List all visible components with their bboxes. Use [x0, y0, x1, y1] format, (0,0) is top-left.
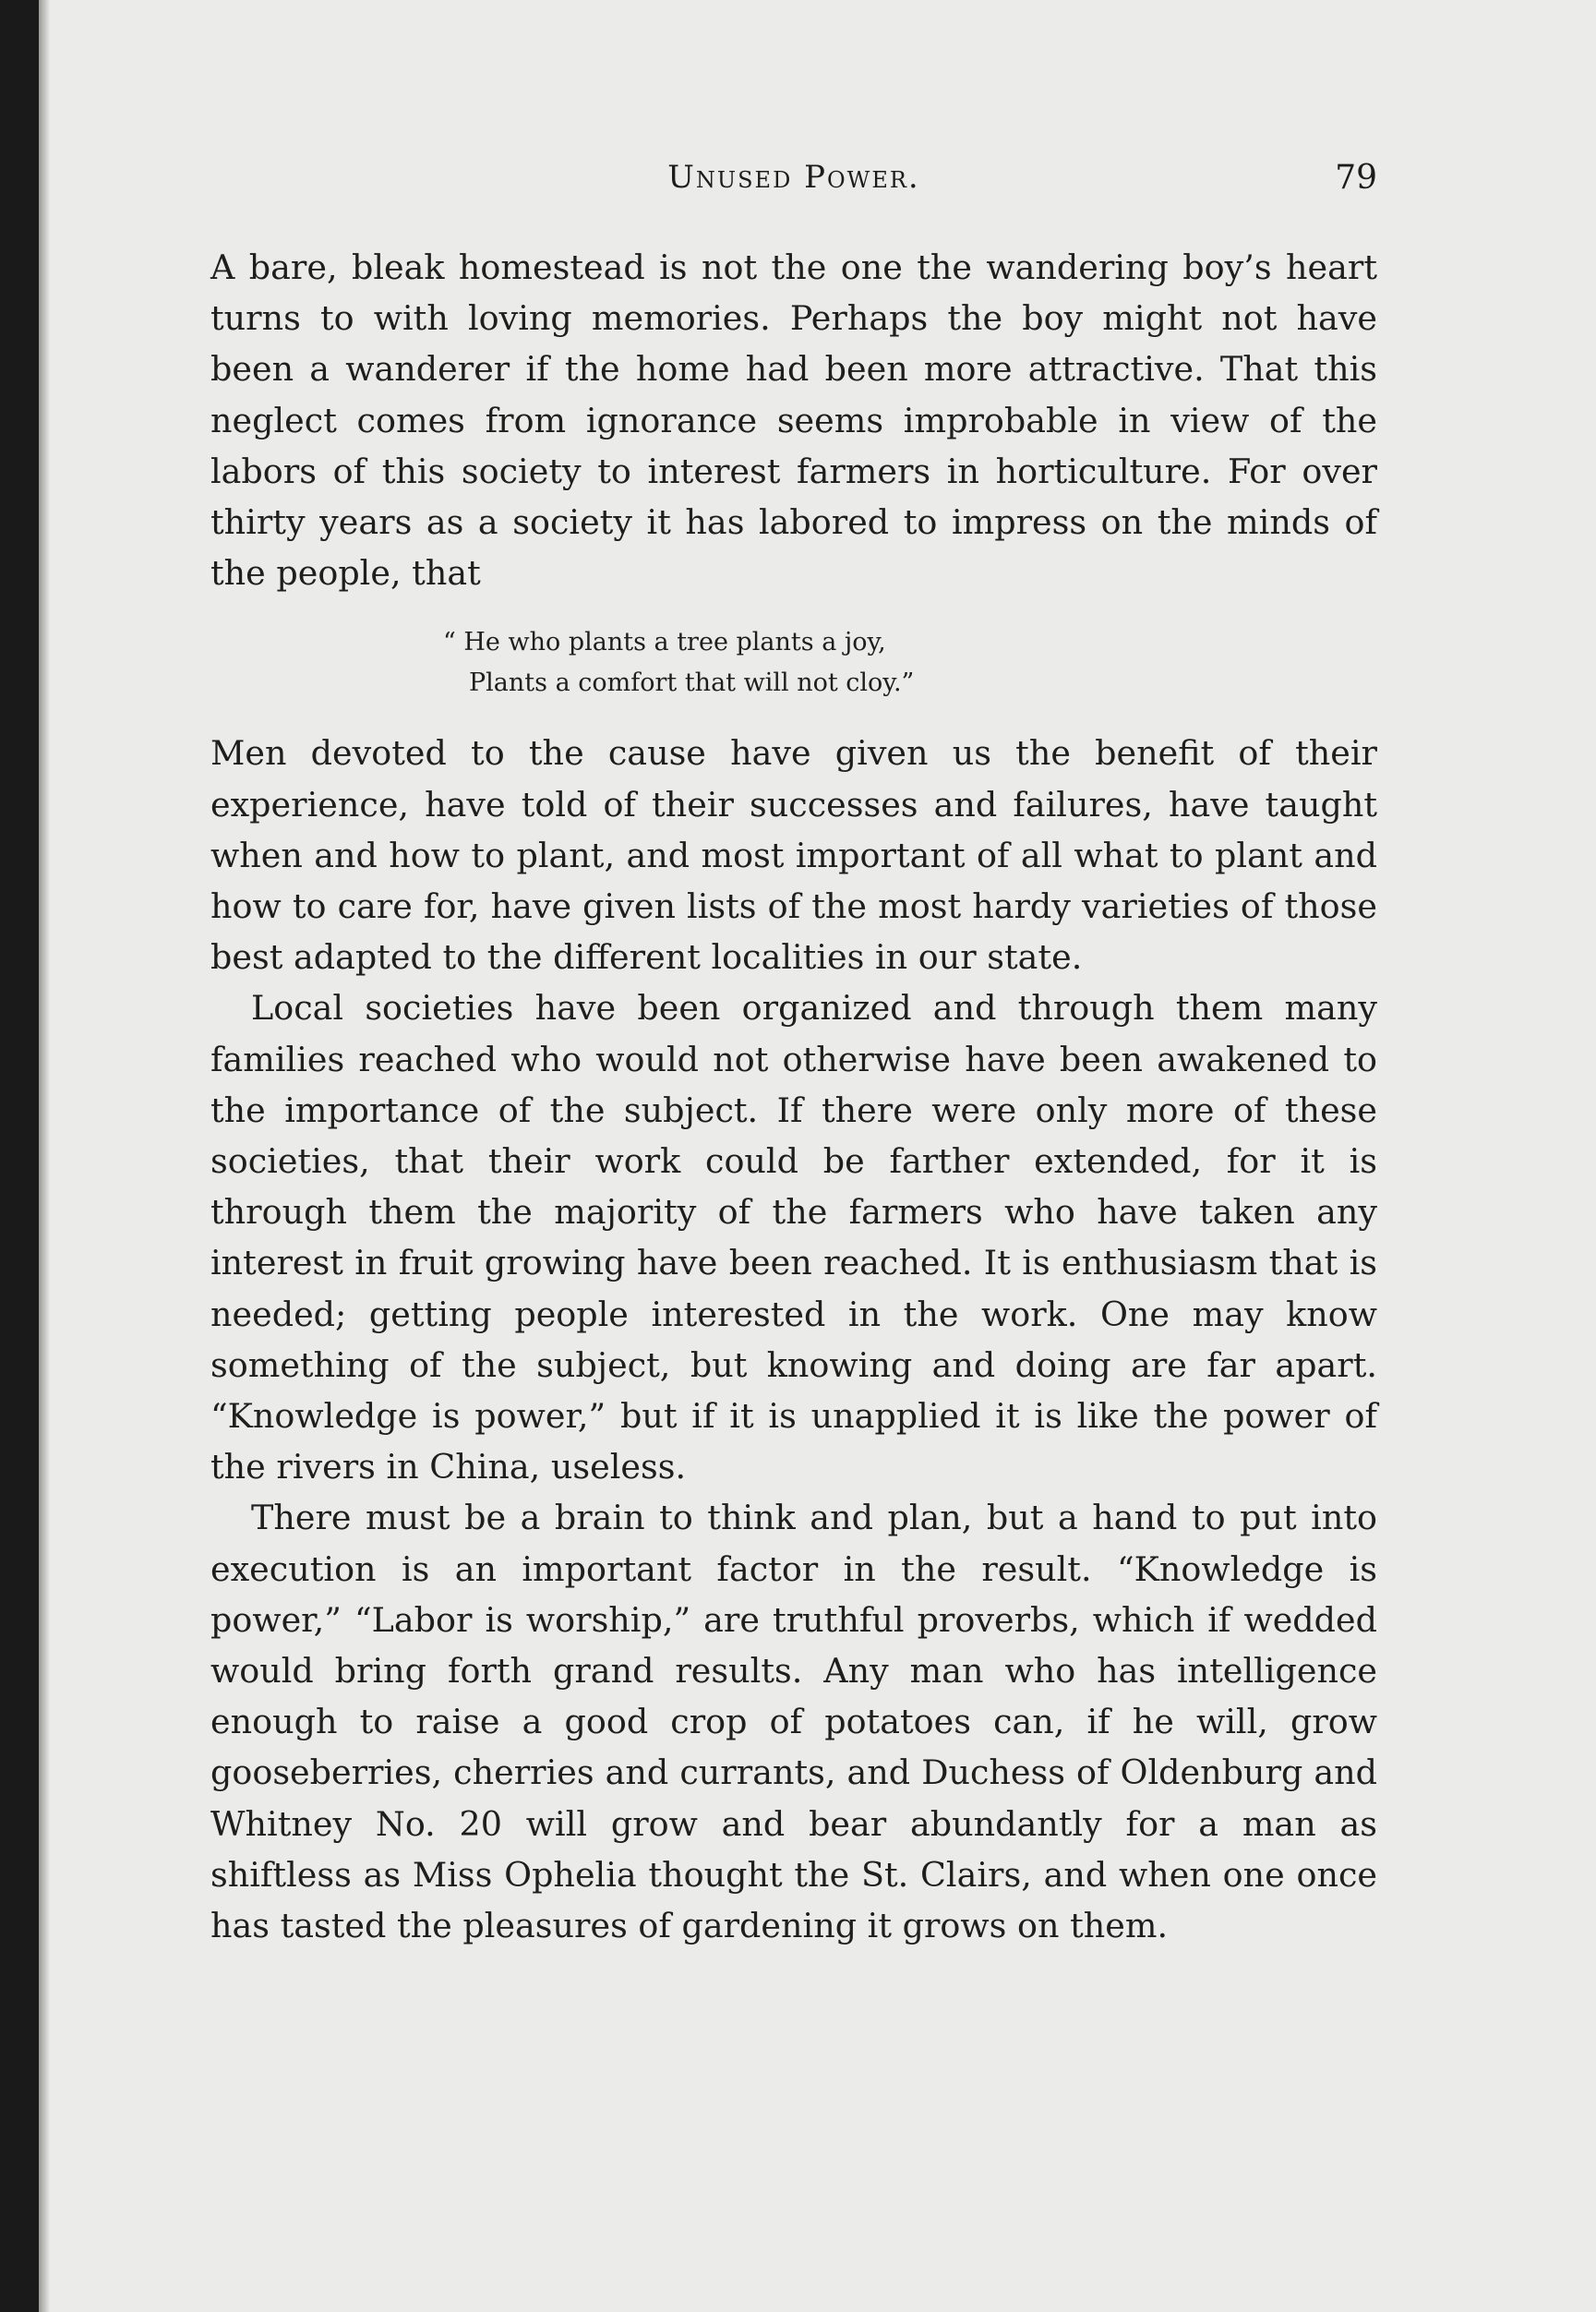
verse-line-2: Plants a comfort that will not cloy.”	[469, 668, 915, 698]
paragraph-4: There must be a brain to think and plan, but a hand to put into execution is an important factor in the result. “Knowledge is power,” “Labor is worship,” are truthful proverbs, which if wedded would bring forth grand results. Any man who has intelligence enough to raise a good crop of potatoes can, if he will, grow gooseberries, cherries and currants, and Duchess of Oldenburg and Whitney No. 20 will grow and bear abundantly for a man as shiftless as Miss Ophelia thought the St. Clairs, and when one once has tasted the pleasures of gardening it grows on them.	[210, 1498, 1377, 1946]
page-number: 79	[1335, 159, 1377, 197]
page-header	[210, 159, 1377, 203]
body-text	[210, 242, 1377, 1951]
paragraph-2: Men devoted to the cause have given us the benefit of their experience, have told of their successes and failures, have taught when and how to plant, and most important of all what to plant and how to care for, have given lists of the most hardy varieties of those best adapted to the different localities in our state.	[210, 733, 1377, 978]
paragraph-1: A bare, bleak homestead is not the one the wandering boy’s heart turns to with loving memories. Perhaps the boy might not have been a wanderer if the home had been more attractive. That this neglect comes from ignorance seems improbable in view of the labors of this society to interest farmers in horticulture. For over thirty years as a society it has labored to impress on the minds of the people, that	[210, 247, 1377, 594]
running-title: Unused Power.	[667, 159, 920, 196]
book-spine-shadow	[0, 0, 39, 2312]
gutter-shading	[39, 0, 50, 2312]
paragraph-3: Local societies have been organized and through them many families reached who would not otherwise have been awakened to the importance of the subject. If there were only more of these societies, that their work could be farther extended, for it is through them the majority of the farmers who have taken any interest in fruit growing have been reached. It is enthusiasm that is needed; getting people interested in the work. One may know something of the subject, but knowing and doing are far apart. “Knowledge is power,” but if it is unapplied it is like the power of the rivers in China, useless.	[210, 988, 1377, 1487]
verse-line-1: “ He who plants a tree plants a joy,	[443, 628, 886, 657]
verse-quotation	[210, 598, 1377, 728]
